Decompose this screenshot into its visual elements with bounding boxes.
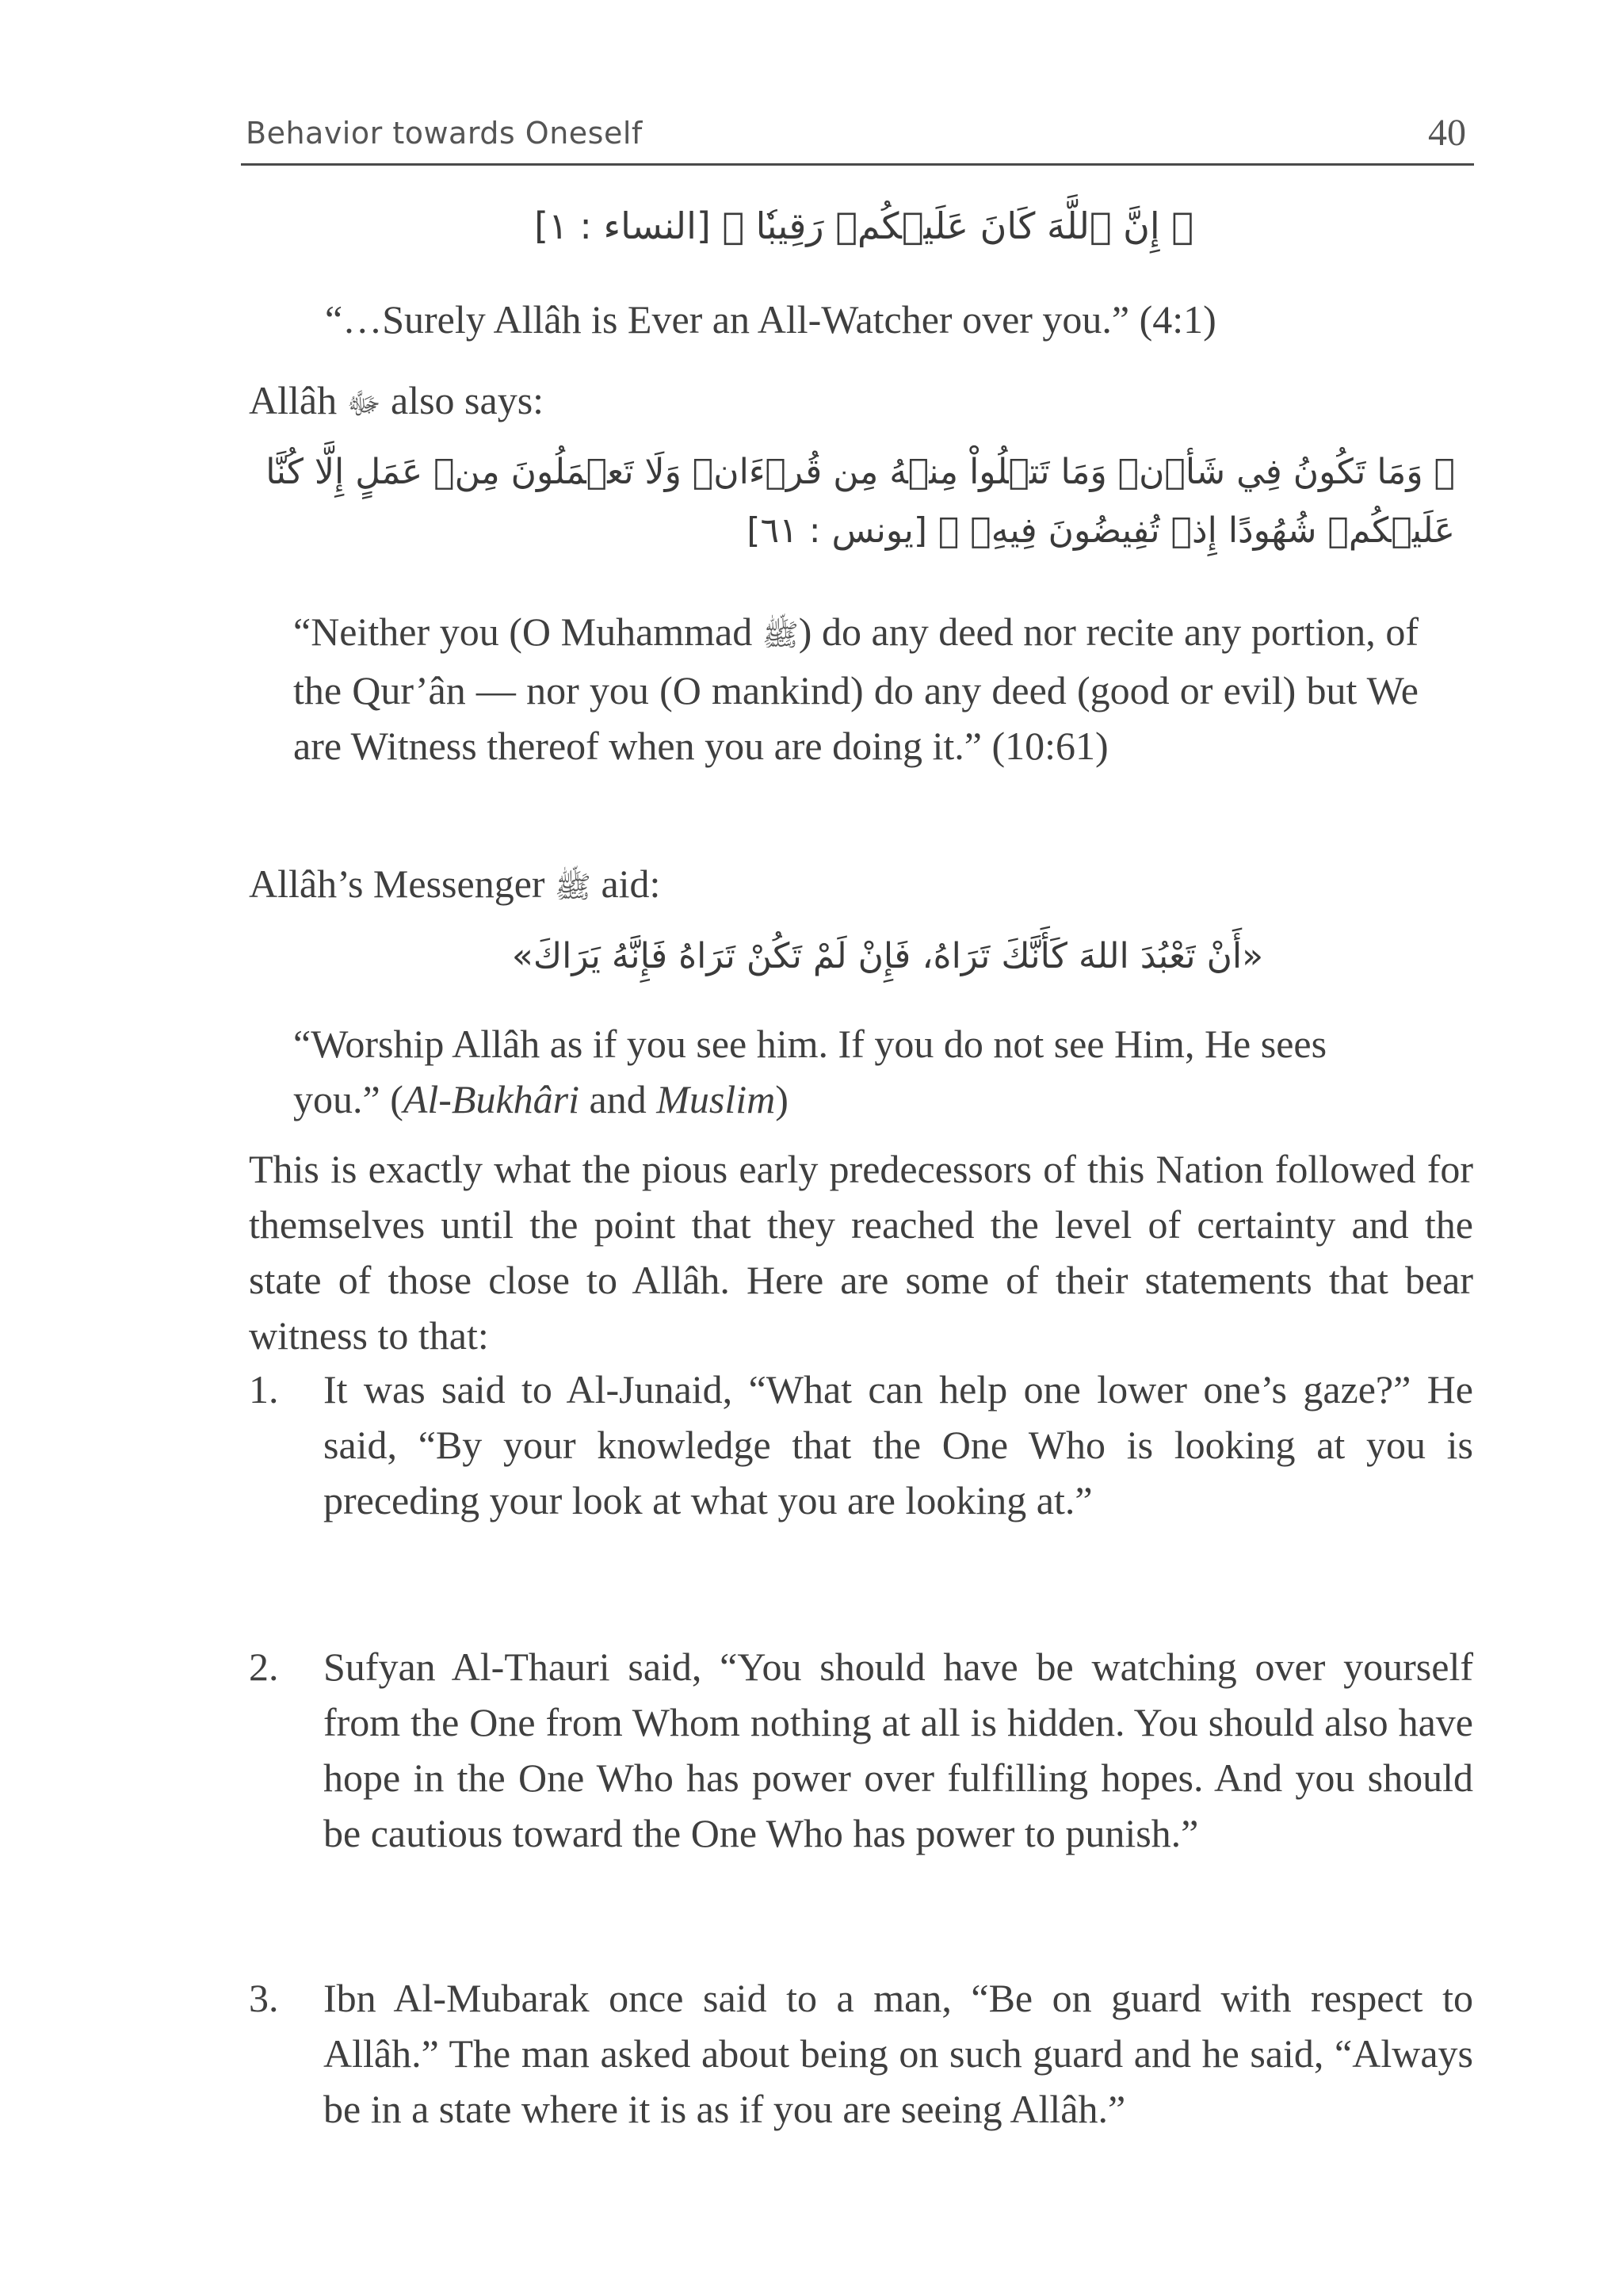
honorific-icon: ﷺ bbox=[555, 869, 591, 904]
hadith-and: and bbox=[579, 1077, 657, 1121]
list-item-text: Ibn Al-Mubarak once said to a man, “Be on guard with respect to Allâh.” The man asked about being on such guard and he said, “Always be in a state where it is as if you are seeing Allâh.” bbox=[323, 1976, 1473, 2131]
verse-2-translation-after: ) do any deed nor recite any portion, of the Qur’ân — nor you (O mankind) do any deed (good or evil) but We are Witness thereof when you are doing it.” (10:61) bbox=[293, 609, 1419, 768]
honorific-icon: ﷻ bbox=[346, 386, 381, 421]
hadith-arabic: «أَنْ تَعْبُدَ اللهَ كَأَنَّكَ تَرَاهُ، فَإِنْ لَمْ تَكُنْ تَرَاهُ فَإِنَّهُ يَرَاكَ» bbox=[511, 936, 1264, 976]
intro-3-after: aid: bbox=[601, 861, 661, 906]
list-item-number: 2. bbox=[249, 1645, 279, 1689]
verse-2-translation bbox=[293, 604, 1419, 774]
hadith-translation bbox=[293, 1016, 1419, 1127]
list-item-number: 3. bbox=[249, 1976, 279, 2020]
list-item-text: It was said to Al-Junaid, “What can help one lower one’s gaze?” He said, “By your knowledge that the One Who is looking at you is preceding your look at what you are looking at.” bbox=[323, 1367, 1473, 1522]
verse-2-arabic-line-1: ﴿ وَمَا تَكُونُ فِي شَأۡنٖ وَمَا تَتۡلُواْ مِنۡهُ مِن قُرۡءَانٖ وَلَا تَعۡمَلُونَ مِنۡ عَمَلٍ إِلَّا كُنَّا bbox=[265, 452, 1455, 492]
hadith-translation-before: “Worship Allâh as if you see him. If you do not see Him, He sees you.” ( bbox=[293, 1022, 1327, 1121]
body-paragraph: This is exactly what the pious early predecessors of this Nation followed for themselves until the point that they reached the level of certainty and the state of those close to Allâh. Here are some of their statements that bear witness to that: bbox=[249, 1147, 1473, 1358]
verse-2-arabic-line-2: عَلَيۡكُمۡ شُهُودًا إِذۡ تُفِيضُونَ فِيهِۚ ﴾ [يونس : ٦١] bbox=[747, 510, 1455, 551]
hadith-source-1: Al-Bukhâri bbox=[403, 1077, 580, 1121]
hadith-translation-after: ) bbox=[775, 1077, 789, 1121]
verse-2-translation-before: “Neither you (O Muhammad bbox=[293, 609, 753, 654]
intro-allah-says bbox=[249, 372, 1358, 431]
hadith-source-2: Muslim bbox=[656, 1077, 776, 1121]
page-number: 40 bbox=[1428, 112, 1466, 154]
verse-1-arabic: ﴿ إِنَّ ٱللَّهَ كَانَ عَلَيۡكُمۡ رَقِيبٗا ﴾ [النساء : ١] bbox=[534, 204, 1193, 247]
list-item-text: Sufyan Al-Thauri said, “You should have be watching over yourself from the One from Whom nothing at all is hidden. You should also have hope in the One Who has power over fulfilling hopes. And you should be cautious toward the One Who has power to punish.” bbox=[323, 1645, 1473, 1855]
list-item-number: 1. bbox=[249, 1367, 279, 1412]
running-header bbox=[241, 111, 1474, 166]
intro-messenger-said bbox=[249, 856, 1358, 915]
honorific-icon: ﷺ bbox=[762, 617, 799, 652]
intro-2-text: Allâh bbox=[249, 378, 338, 422]
intro-2-after: also says: bbox=[391, 378, 544, 422]
intro-3-text: Allâh’s Messenger bbox=[249, 861, 545, 906]
header-title: Behavior towards Oneself bbox=[246, 116, 643, 151]
verse-1-translation: “…Surely Allâh is Ever an All-Watcher over you.” (4:1) bbox=[325, 297, 1216, 342]
